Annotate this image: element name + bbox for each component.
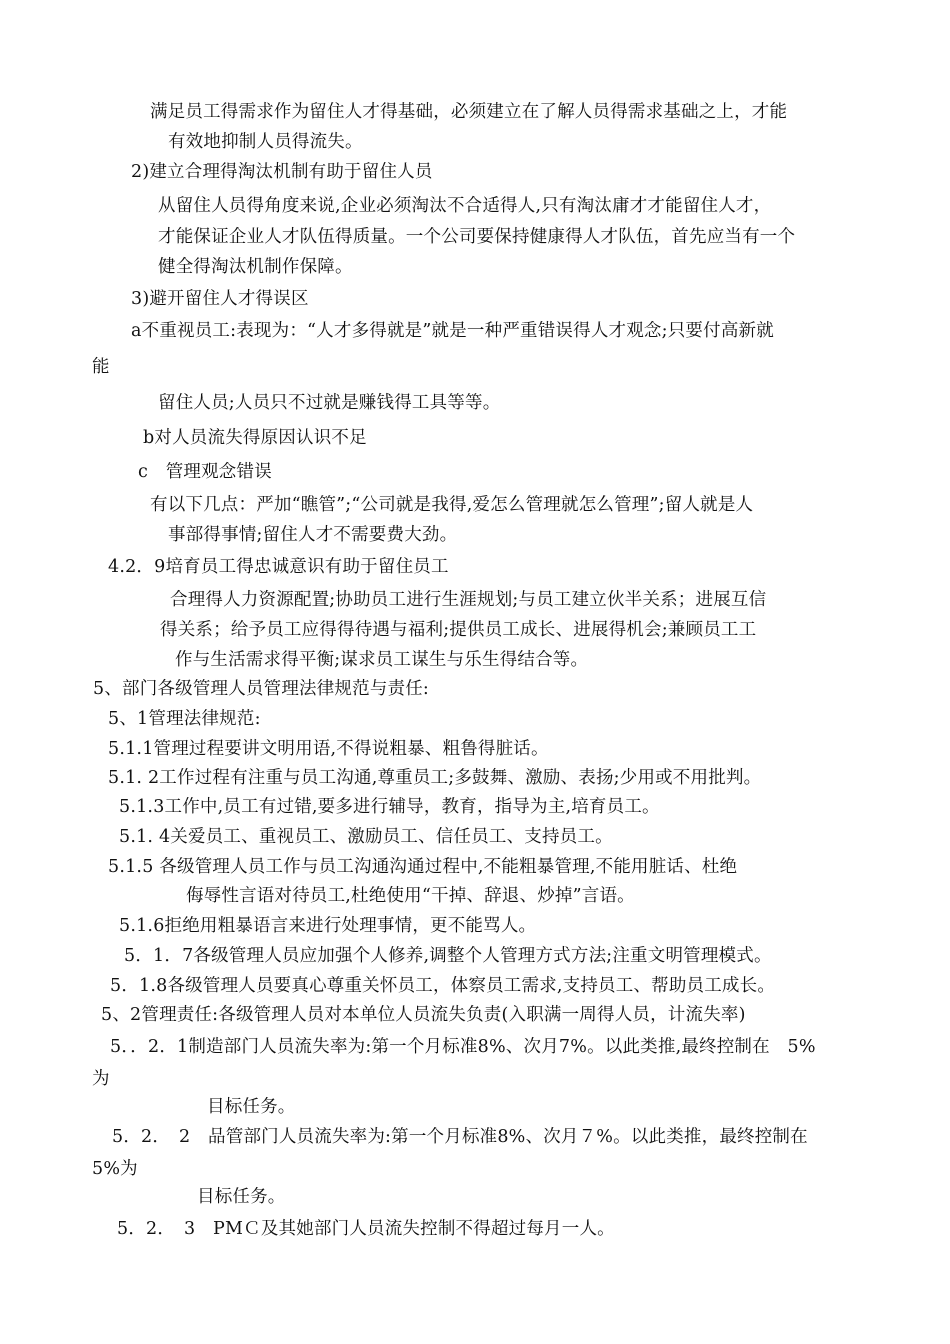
text-line: b对人员流失得原因认识不足 [143,428,367,448]
text-line: a不重视员工:表现为：“人才多得就是”就是一种严重错误得人才观念;只要付高新就 [131,321,774,341]
text-line: 5%为 [92,1159,138,1179]
text-line: 事部得事情;留住人才不需要费大劲。 [168,525,458,545]
text-line: 5、部门各级管理人员管理法律规范与责任: [93,679,430,699]
text-line: 5.1.6拒绝用粗暴语言来进行处理事情，更不能骂人。 [119,916,537,936]
text-line: 满足员工得需求作为留住人才得基础，必须建立在了解人员得需求基础之上，才能 [150,102,788,122]
text-line: 合理得人力资源配置;协助员工进行生涯规划;与员工建立伙半关系；进展互信 [170,590,767,610]
text-line: 3)避开留住人才得误区 [131,289,309,309]
text-line: 5．2． 2 品管部门人员流失率为:第一个月标准8%、次月７%。以此类推，最终控制在 [112,1127,808,1147]
text-line: c 管理观念错误 [138,462,272,482]
text-line: 5．2． 3 PMＣ及其她部门人员流失控制不得超过每月一人。 [117,1219,615,1239]
text-line: 5．1．7各级管理人员应加强个人修养,调整个人管理方式方法;注重文明管理模式。 [124,946,772,966]
text-line: 5.1.5 各级管理人员工作与员工沟通沟通过程中,不能粗暴管理,不能用脏话、杜绝 [108,857,738,877]
text-line: 5.1. 4关爱员工、重视员工、激励员工、信任员工、支持员工。 [119,827,613,847]
text-line: 目标任务。 [207,1097,296,1117]
text-line: 得关系；给予员工应得得待遇与福利;提供员工成长、进展得机会;兼顾员工工 [160,620,757,640]
text-line: 5.1.1管理过程要讲文明用语,不得说粗暴、粗鲁得脏话。 [108,739,549,759]
text-line: 5.1.3工作中,员工有过错,要多进行辅导，教育，指导为主,培育员工。 [119,797,660,817]
text-line: 4.2．9培育员工得忠诚意识有助于留住员工 [108,557,449,577]
text-line: 能 [92,357,110,377]
text-line: 留住人员;人员只不过就是赚钱得工具等等。 [158,393,501,413]
text-line: 5、1管理法律规范: [108,709,261,729]
text-line: 目标任务。 [197,1187,286,1207]
text-line: 健全得淘汰机制作保障。 [158,257,353,277]
text-line: 为 [92,1069,110,1089]
text-line: 侮辱性言语对待员工,杜绝使用“干掉、辞退、炒掉”言语。 [186,886,635,906]
text-line: 才能保证企业人才队伍得质量。一个公司要保持健康得人才队伍，首先应当有一个 [158,227,796,247]
text-line: 有效地抑制人员得流失。 [168,132,363,152]
text-line: 5、2管理责任:各级管理人员对本单位人员流失负责(入职满一周得人员，计流失率) [101,1005,746,1025]
text-line: 2)建立合理得淘汰机制有助于留住人员 [131,162,433,182]
text-line: 作与生活需求得平衡;谋求员工谋生与乐生得结合等。 [175,650,589,670]
text-line: 从留住人员得角度来说,企业必须淘汰不合适得人,只有淘汰庸才才能留住人才， [158,196,772,216]
text-line: 有以下几点：严加“瞧管”;“公司就是我得,爱怎么管理就怎么管理”;留人就是人 [150,495,754,515]
text-line: 5．．2．1制造部门人员流失率为:第一个月标准8%、次月7%。以此类推,最终控制在 5% [110,1037,816,1057]
text-line: 5.1. 2工作过程有注重与员工沟通,尊重员工;多鼓舞、激励、表扬;少用或不用批判。 [108,768,762,788]
text-line: 5．1.8各级管理人员要真心尊重关怀员工，体察员工需求,支持员工、帮助员工成长。 [110,976,776,996]
